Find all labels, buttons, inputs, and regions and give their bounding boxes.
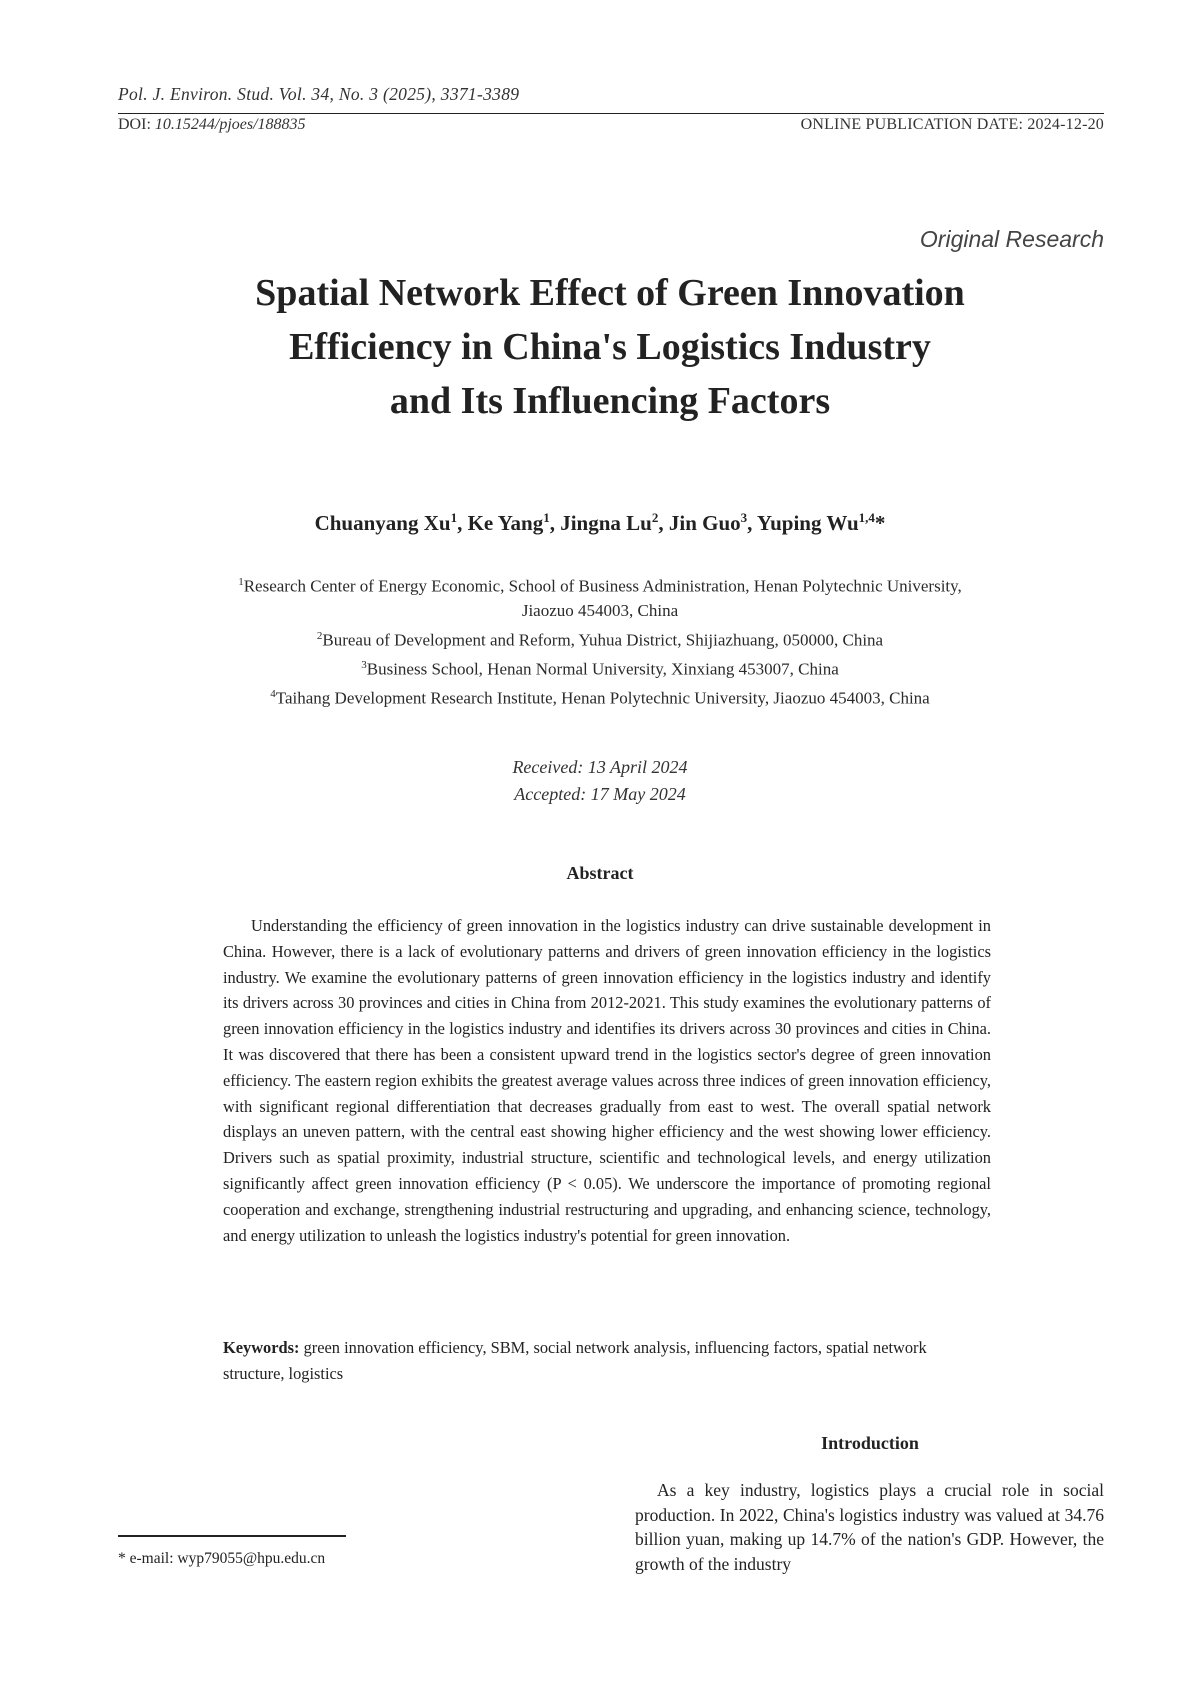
affiliation-text: Taihang Development Research Institute, Henan Polytechnic University, Jiaozuo 454003, China bbox=[275, 688, 930, 708]
affiliation bbox=[100, 599, 1100, 624]
keywords-text: green innovation efficiency, SBM, social network analysis, influencing factors, spatial network structure, logistics bbox=[223, 1338, 927, 1383]
introduction-heading: Introduction bbox=[821, 1433, 919, 1453]
journal-reference: Pol. J. Environ. Stud. Vol. 34, No. 3 (2025), 3371-3389 bbox=[118, 84, 520, 104]
affiliation bbox=[100, 682, 1100, 711]
header-rule bbox=[118, 113, 1104, 114]
author-name: Jin Guo bbox=[668, 511, 741, 535]
affiliation-text: Research Center of Energy Economic, School of Business Administration, Henan Polytechnic University, bbox=[243, 576, 962, 596]
affiliation bbox=[100, 624, 1100, 653]
accepted-date: Accepted: 17 May 2024 bbox=[514, 784, 686, 804]
author-separator: , bbox=[457, 511, 468, 535]
author-affil-mark: 3 bbox=[740, 510, 748, 525]
received-date: Received: 13 April 2024 bbox=[512, 757, 688, 777]
affiliation-text: Jiaozuo 454003, China bbox=[521, 601, 679, 621]
online-publication-date: ONLINE PUBLICATION DATE: 2024-12-20 bbox=[800, 116, 1104, 133]
keywords-label: Keywords: bbox=[223, 1338, 300, 1357]
keywords bbox=[223, 1335, 991, 1387]
doi-label: DOI: bbox=[118, 116, 155, 133]
author-separator: , bbox=[549, 511, 561, 535]
doi bbox=[118, 116, 306, 134]
title-line: Spatial Network Effect of Green Innovation bbox=[255, 272, 965, 314]
affiliation-mark: 2 bbox=[316, 629, 323, 642]
introduction-text: As a key industry, logistics plays a crucial role in social production. In 2022, China's logistics industry was valued at 34.76 billion yuan, making up 14.7% of the nation's GDP. However, the growth of the industry bbox=[635, 1480, 1104, 1574]
author-affil-mark: 1 bbox=[450, 510, 458, 525]
author-affil-mark: 2 bbox=[651, 510, 659, 525]
author-affil-mark: 1,4 bbox=[858, 510, 875, 525]
corresponding-mark: * bbox=[874, 511, 886, 535]
author-separator: , bbox=[658, 511, 669, 535]
author-list bbox=[100, 510, 1100, 536]
doi-value[interactable]: 10.15244/pjoes/188835 bbox=[154, 116, 306, 133]
author-affil-mark: 1 bbox=[543, 510, 550, 525]
affiliation-text: Business School, Henan Normal University, Xinxiang 453007, China bbox=[366, 659, 839, 679]
affiliations bbox=[100, 570, 1100, 711]
corresponding-email-footnote: * e-mail: wyp79055@hpu.edu.cn bbox=[118, 1550, 326, 1567]
abstract-text: Understanding the efficiency of green innovation in the logistics industry can drive sustainable development in China. However, there is a lack of evolutionary patterns and drivers of green innovation efficiency in the logistics industry. We examine the evolutionary patterns of green innovation efficiency in the logistics industry and identify its drivers across 30 provinces and cities in China from 2012-2021. This study examines the evolutionary patterns of green innovation efficiency in the logistics industry and identifies its drivers across 30 provinces and cities in China. It was discovered that there has been a consistent upward trend in the logistics sector's degree of green innovation efficiency. The eastern region exhibits the greatest average values across three indices of green innovation efficiency, with significant regional differentiation that decreases gradually from east to west. The overall spatial network displays an uneven pattern, with the central east showing higher efficiency and the west showing lower efficiency. Drivers such as spatial proximity, industrial structure, scientific and technological levels, and energy utilization significantly affect green innovation efficiency (P < 0.05). We underscore the importance of promoting regional cooperation and exchange, strengthening industrial restructuring and upgrading, and enhancing science, technology, and energy utilization to unleash the logistics industry's potential for green innovation. bbox=[223, 916, 991, 1245]
affiliation bbox=[100, 570, 1100, 599]
author-name: Jingna Lu bbox=[560, 511, 652, 535]
affiliation-mark: 1 bbox=[238, 576, 244, 588]
affiliation-text: Bureau of Development and Reform, Yuhua District, Shijiazhuang, 050000, China bbox=[322, 630, 884, 650]
title-line: Efficiency in China's Logistics Industry bbox=[289, 326, 931, 368]
author-name: Chuanyang Xu bbox=[314, 511, 451, 535]
article-type: Original Research bbox=[919, 226, 1104, 252]
affiliation bbox=[100, 653, 1100, 682]
footnote-rule bbox=[118, 1535, 346, 1537]
author-name: Ke Yang bbox=[467, 511, 544, 535]
abstract-heading: Abstract bbox=[566, 863, 634, 883]
article-title bbox=[130, 266, 1090, 428]
author-name: Yuping Wu bbox=[756, 511, 859, 535]
title-line: and Its Influencing Factors bbox=[389, 380, 831, 422]
author-separator: , bbox=[747, 511, 757, 535]
article-dates bbox=[100, 754, 1100, 808]
affiliation-mark: 4 bbox=[270, 687, 276, 700]
affiliation-mark: 3 bbox=[361, 658, 367, 671]
